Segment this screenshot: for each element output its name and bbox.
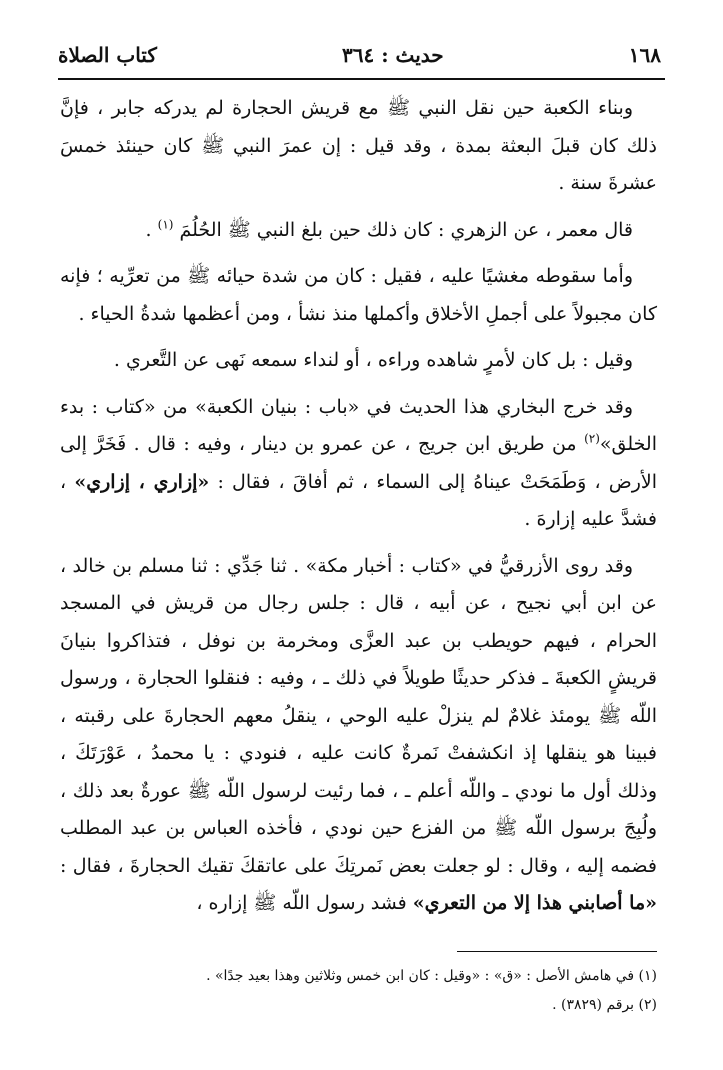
paragraph-1: وبناء الكعبة حين نقل النبي ﷺ مع قريش الحجارة لم يدركه جابر ، فإنَّ ذلك كان قبلَ البعثة بمدة ، وقد قيل : إن عمرَ النبي ﷺ كان حينئذ خمسَ عشرةَ سنة .	[60, 97, 657, 194]
paragraph-5-quote: «إزاري ، إزاري»	[74, 470, 210, 493]
paragraph-6-text-b: فشد رسول اللّه ﷺ إزاره ،	[196, 892, 413, 914]
paragraph-6	[60, 548, 657, 923]
paragraph-5-text-a: وقد خرج البخاري هذا الحديث في «باب : بنيان الكعبة» من «كتاب : بدء الخلق»	[60, 395, 657, 455]
paragraph-6-text-a: وقد روى الأزرقيُّ في «كتاب : أخبار مكة» . ثنا جَدِّي : ثنا مسلم بن خالد ، عن ابن أبي نجيح ، عن أبيه ، قال : جلس رجال من قريش في المسجد الحرام ، فيهم حويطب بن عبد العزَّى ومخرمة بن نوفل ، فتذاكروا بنيانَ قريشٍ الكعبةَ ـ فذكر حديثًا طويلاً في ذلك ـ ، وفيه : فنقلوا الحجارة ، ورسول اللّه ﷺ يومئذ غلامٌ لم ينزلْ عليه الوحي ، ينقلُ معهم الحجارةَ على رقبته ، فبينا هو ينقلها إذ انكشفتْ نَمرةٌ كانت عليه ، فنودي : يا محمدُ ، عَوْرَتَكَ ، وذلك أول ما نودي ـ واللّه أعلم ـ ، فما رئيت لرسول اللّه ﷺ عورةٌ بعد ذلك ، ولُبِجَ برسول اللّه ﷺ من الفزع حين نودي ، فأخذه العباس بن عبد المطلب فضمه إليه ، وقال : لو جعلت بعض نَمرتِكَ على عاتقكَ تقيك الحجارةَ ، فقال :	[60, 554, 657, 877]
book-title: كتاب الصلاة	[58, 43, 157, 67]
header-divider	[58, 78, 665, 80]
paragraph-5-text-c: ، فشدَّ عليه إزارهَ .	[60, 470, 657, 530]
footnote-divider	[457, 951, 657, 952]
footnote-1: (١) في هامش الأصل : «ق» : «وقيل : كان ابن خمس وثلاثين وهذا بعيد جدًا» .	[206, 968, 657, 984]
paragraph-5-text-b: من طريق ابن جريج ، عن عمرو بن دينار ، وفيه : قال . فَخَرَّ إلى الأرض ، وَطَمَحَتْ عيناهُ إلى السماء ، ثم أفاقَ ، فقال :	[60, 433, 658, 493]
paragraph-2	[60, 212, 657, 250]
footnotes	[60, 962, 657, 1020]
page-header	[58, 40, 661, 70]
paragraph-6-quote: «ما أصابني هذا إلا من التعري»	[412, 892, 657, 914]
footnote-ref-2: (٢)	[584, 431, 600, 446]
paragraph-5	[60, 389, 657, 539]
hadith-label: حديث : ٣٦٤	[342, 43, 444, 67]
page-number: ١٦٨	[628, 43, 661, 67]
footnote-ref-1: (١)	[157, 217, 174, 232]
footnote-2: (٢) برقم (٣٨٢٩) .	[552, 997, 657, 1013]
paragraph-2-end: .	[145, 218, 158, 241]
main-text	[60, 90, 657, 923]
paragraph-3: وأما سقوطه مغشيًا عليه ، فقيل : كان من شدة حيائه ﷺ من تعرِّيه ؛ فإنه كان مجبولاً على أجملِ الأخلاق وأكملها منذ نشأ ، ومن أعظمها شدةُ الحياء .	[60, 265, 657, 325]
paragraph-2-text: قال معمر ، عن الزهري : كان ذلك حين بلغ النبي ﷺ الحُلُمَ	[179, 218, 633, 241]
paragraph-4: وقيل : بل كان لأمرٍ شاهده وراءه ، أو لنداء سمعه نَهى عن التَّعري .	[113, 349, 633, 371]
